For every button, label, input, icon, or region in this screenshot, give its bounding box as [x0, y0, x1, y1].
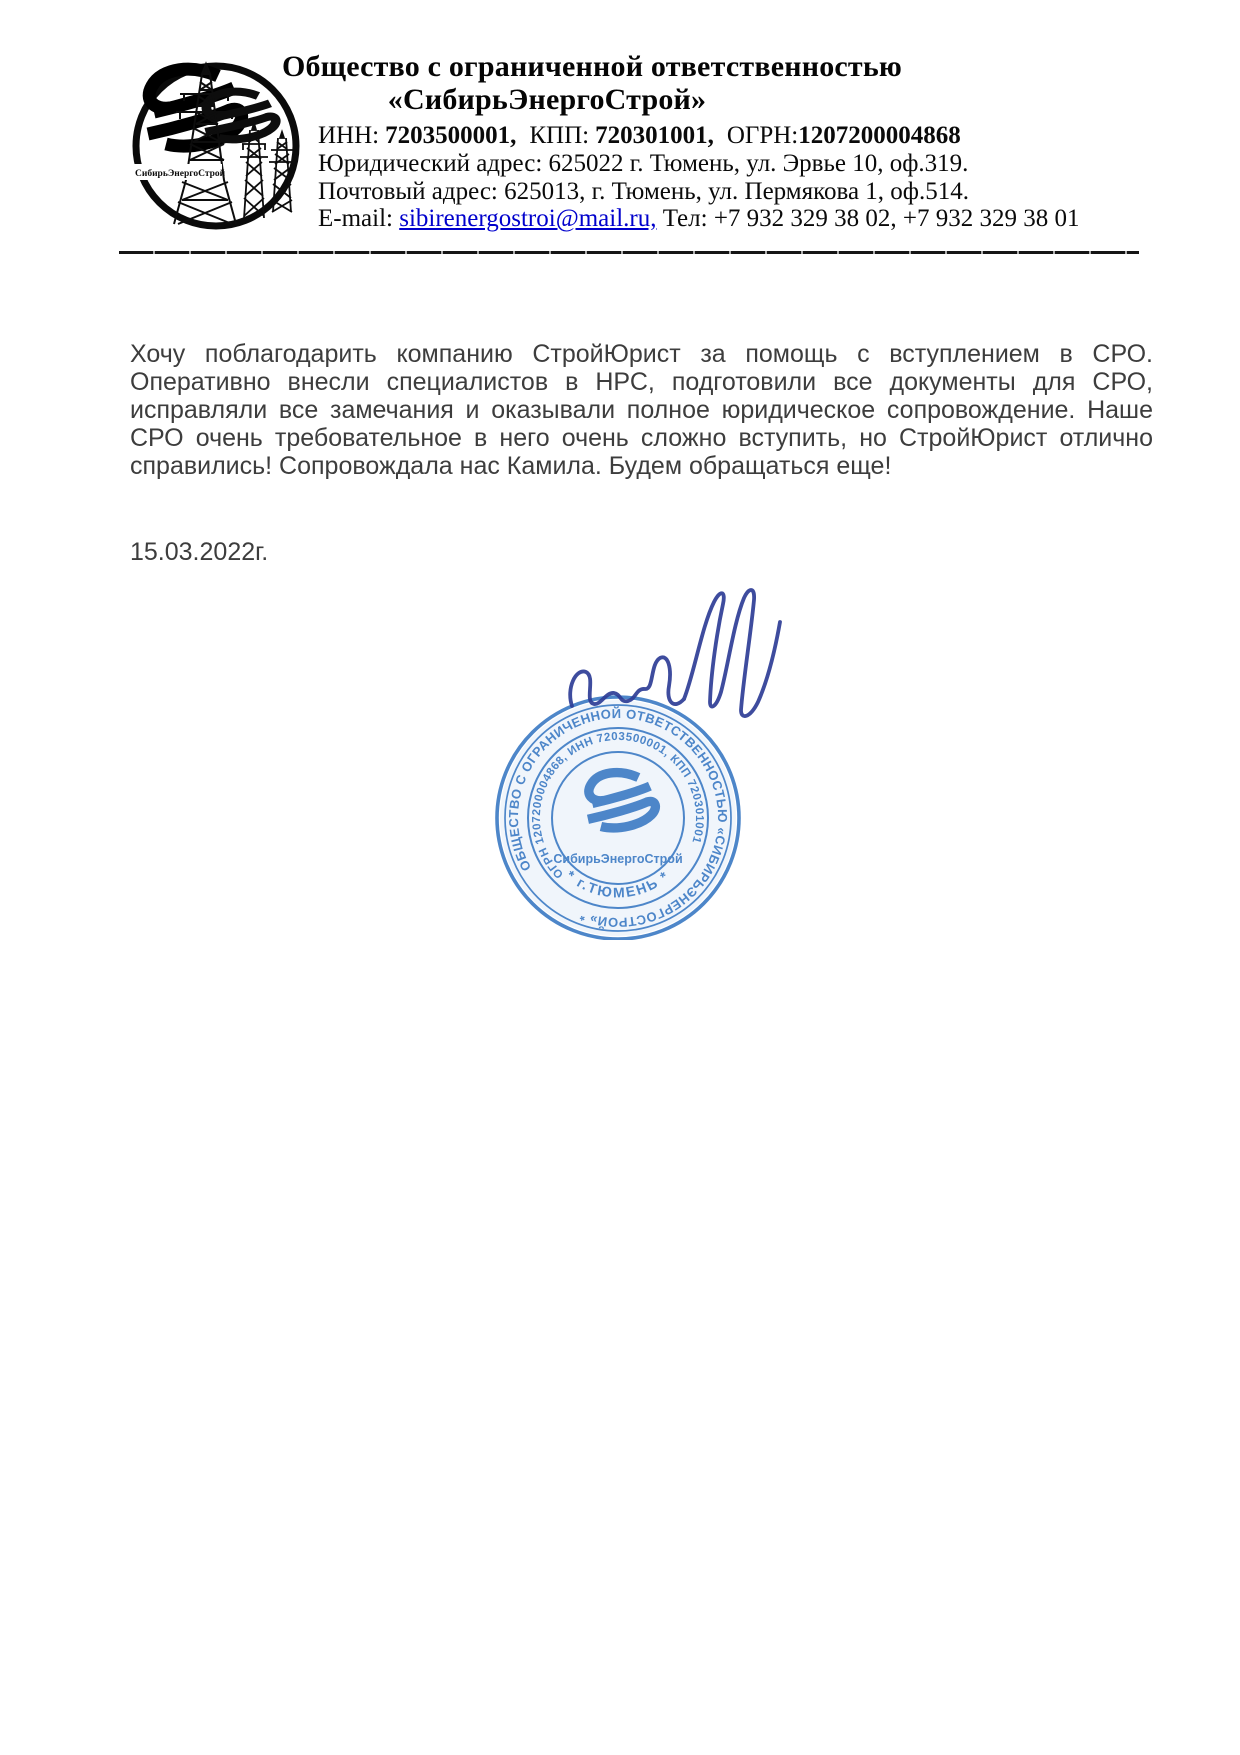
org-name-title: «СибирьЭнергоСтрой»	[387, 83, 707, 116]
logo-caption: СибирьЭнергоСтрой	[135, 169, 226, 179]
stamp-inner-ring-text: ОГРН 1207200004868, ИНН 7203500001, КПП 720301001	[530, 730, 706, 881]
company-logo	[130, 60, 302, 232]
stamp-city-text: * г.ТЮМЕНЬ *	[563, 867, 673, 901]
stamp-center-name: СибирьЭнергоСтрой	[553, 852, 683, 866]
header-separator	[119, 251, 1139, 254]
review-paragraph: Хочу поблагодарить компанию СтройЮрист за помощь с вступлением в СРО. Оперативно внесли специалистов в НРС, подготовили все документы для СРО, исправляли все замечания и оказывали полное юридическое сопровождение. Наше СРО очень требовательное в него очень сложно вступить, но СтройЮрист отлично справились! Сопровождала нас Камила. Будем обращаться еще!	[130, 340, 1153, 480]
org-type-title: Общество с ограниченной ответственностью	[281, 50, 903, 83]
ses-glyph-icon	[148, 69, 242, 146]
kpp-value: 720301001,	[595, 122, 714, 149]
company-logo-emblem	[130, 60, 302, 232]
phone-numbers: Тел: +7 932 329 38 02, +7 932 329 38 01	[662, 205, 1080, 232]
inn-value: 7203500001,	[385, 122, 517, 149]
stamp-outer-ring-text: ОБЩЕСТВО С ОГРАНИЧЕННОЙ ОТВЕТСТВЕННОСТЬЮ «СИБИРЬЭНЕРГОСТРОЙ» *	[505, 705, 731, 931]
ogrn-label: ОГРН:	[726, 122, 799, 149]
email-link[interactable]: sibirenergostroi@mail.ru,	[399, 205, 657, 232]
date-text: 15.03.2022г.	[130, 538, 269, 566]
registration-numbers-line	[318, 122, 961, 150]
email-label: E-mail:	[318, 205, 393, 232]
contact-line	[318, 205, 1080, 233]
kpp-label: КПП:	[529, 122, 590, 149]
company-stamp	[460, 560, 840, 940]
logo-caption-band	[134, 164, 226, 180]
postal-address-line: Почтовый адрес: 625013, г. Тюмень, ул. Пермякова 1, оф.514.	[318, 178, 970, 205]
stamp-and-signature	[460, 560, 840, 940]
legal-address-line: Юридический адрес: 625022 г. Тюмень, ул. Эрвье 10, оф.319.	[318, 150, 969, 177]
ogrn-value: 1207200004868	[798, 122, 961, 149]
inn-label: ИНН:	[318, 122, 380, 149]
